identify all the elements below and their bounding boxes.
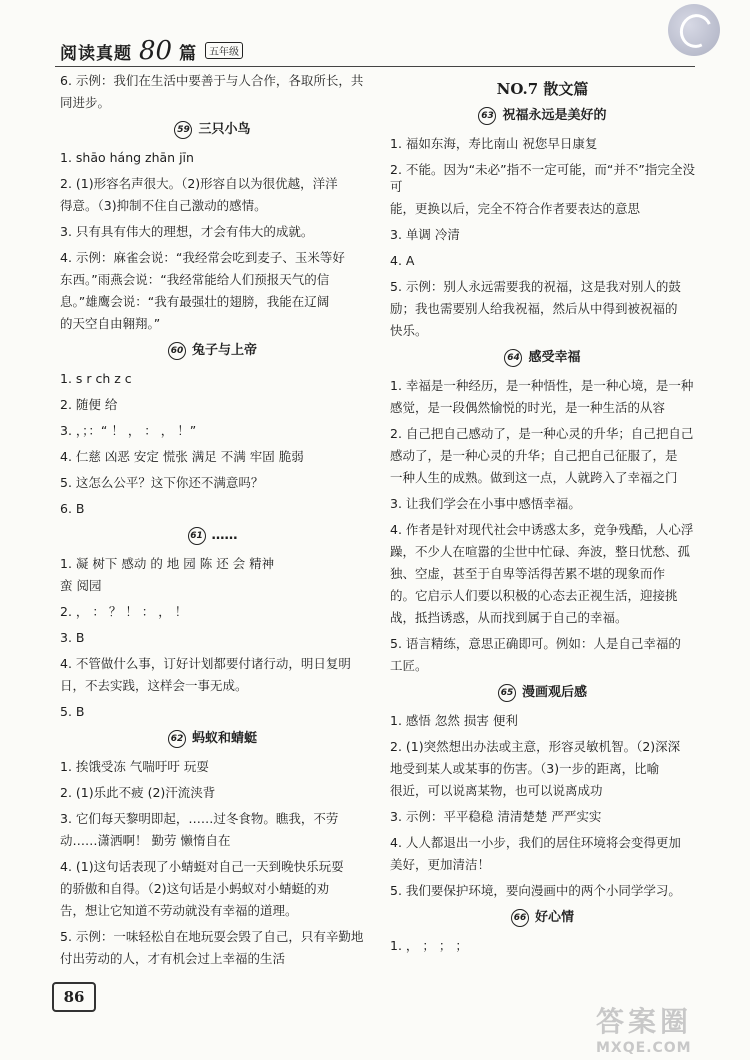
answer-line-continuation: 独、空虚，甚至于自卑等活得苦累不堪的现象而作 <box>390 566 666 581</box>
answer-line: 2. 随便 给 <box>60 397 118 412</box>
answer-line: 3. 只有具有伟大的理想，才会有伟大的成就。 <box>60 224 314 239</box>
answer-line: 4. 示例：麻雀会说：“我经常会吃到麦子、玉米等好 <box>60 250 345 265</box>
answer-line: 5. 我们要保护环境，要向漫画中的两个小同学学习。 <box>390 883 681 898</box>
page-header <box>60 36 243 64</box>
section-heading <box>60 120 365 140</box>
watermark-bottom: MXQE.COM <box>596 1040 692 1056</box>
answer-line: 3. ，；：“ ！ ， ： ， ！” <box>60 423 197 438</box>
section-title: 漫画观后感 <box>521 685 587 700</box>
section-heading <box>390 908 695 928</box>
answer-line-continuation: 感动了，是一种心灵的升华；自己把自己征服了，是 <box>390 448 678 463</box>
section-heading <box>390 106 695 126</box>
answer-line: 2. 自己把自己感动了，是一种心灵的升华；自己把自己 <box>390 426 694 441</box>
answer-line: 2. ， ： ？ ！ ： ， ！ <box>60 604 188 619</box>
answer-line-continuation: 一种人生的成熟。做到这一点，人就跨入了幸福之门 <box>390 470 678 485</box>
answer-line: 4. 作者是针对现代社会中诱惑太多，竞争残酷，人心浮 <box>390 522 694 537</box>
section-heading <box>390 348 695 368</box>
answer-line: 5. 这怎么公平？这下你还不满意吗？ <box>60 475 264 490</box>
answer-line: 4. 人人都退出一小步，我们的居住环境将会变得更加 <box>390 835 681 850</box>
answer-line-continuation: 日，不去实践，这样会一事无成。 <box>60 678 248 693</box>
answer-line: 2. (1)突然想出办法或主意，形容灵敏机智。（2)深深 <box>390 739 681 754</box>
answer-line-continuation: 励；我也需要别人给我祝福，然后从中得到被祝福的 <box>390 301 678 316</box>
answer-line: 6. 示例：我们在生活中要善于与人合作，各取所长，共 <box>60 73 364 88</box>
answer-line-continuation: 的骄傲和自得。（2)这句话是小蚂蚁对小蜻蜓的劝 <box>60 881 330 896</box>
right-column <box>390 72 695 963</box>
answer-line: 3. 让我们学会在小事中感悟幸福。 <box>390 496 581 511</box>
logo-moon-icon <box>675 10 717 53</box>
section-title: 祝福永远是美好的 <box>502 108 607 123</box>
answer-line: 1. s r ch z c <box>60 371 132 386</box>
answer-line: 1. 福如东海，寿比南山 祝您早日康复 <box>390 136 598 151</box>
answer-line-continuation: 的天空自由翱翔。” <box>60 316 161 331</box>
answer-line: 1. ， ； ； ； <box>390 938 468 953</box>
answer-line-continuation: 地受到某人或某事的伤害。（3)一步的距离，比喻 <box>390 761 660 776</box>
section-number-badge: 65 <box>498 684 516 702</box>
header-number: 80 <box>138 36 173 66</box>
answer-line-continuation: 得意。（3)抑制不住自己激动的感情。 <box>60 198 267 213</box>
answer-line: 5. B <box>60 704 85 719</box>
answer-line: 4. A <box>390 253 415 268</box>
answer-line: 4. 仁慈 凶恶 安定 慌张 满足 不满 牢固 脆弱 <box>60 449 304 464</box>
answer-line-continuation: 动……潇洒啊！ 勤劳 懒惰自在 <box>60 833 231 848</box>
section-number-badge: 64 <box>504 349 522 367</box>
answer-line-continuation: 付出劳动的人，才有机会过上幸福的生活 <box>60 951 286 966</box>
header-divider <box>55 66 695 67</box>
section-heading <box>60 526 365 546</box>
answer-line-continuation: 息。”雄鹰会说：“我有最强壮的翅膀，我能在辽阔 <box>60 294 330 309</box>
answer-line: 3. 它们每天黎明即起，……过冬食物。瞧我，不劳 <box>60 811 339 826</box>
answer-line-continuation: 美好，更加清洁！ <box>390 857 491 872</box>
publisher-logo <box>668 4 720 56</box>
answer-line: 6. B <box>60 501 85 516</box>
watermark <box>596 1000 716 1056</box>
answer-line-continuation: 快乐。 <box>390 323 428 338</box>
section-title: …… <box>211 528 238 543</box>
header-title-prefix: 阅读真题 <box>60 44 132 64</box>
section-heading <box>60 341 365 361</box>
answer-line: 2. (1)形容名声很大。（2)形容自以为很优越，洋洋 <box>60 176 338 191</box>
answer-line-continuation: 感觉，是一段偶然愉悦的时光，是一种生活的从容 <box>390 400 666 415</box>
section-heading <box>60 729 365 749</box>
answer-line: 5. 示例：别人永远需要我的祝福，这是我对别人的鼓 <box>390 279 681 294</box>
answer-line: 4. 不管做什么事，订好计划都要付诸行动，明日复明 <box>60 656 351 671</box>
left-column <box>60 72 365 976</box>
answer-line-continuation: 东西。”雨燕会说：“我经常能给人们预报天气的信 <box>60 272 330 287</box>
section-number-badge: 60 <box>168 342 186 360</box>
answer-line: 3. B <box>60 630 85 645</box>
section-number-badge: 61 <box>188 527 206 545</box>
answer-line: 5. 示例：一味轻松自在地玩耍会毁了自己，只有辛勤地 <box>60 929 364 944</box>
answer-line-continuation: 能，更换以后，完全不符合作者要表达的意思 <box>390 201 641 216</box>
answer-line: 3. 示例：平平稳稳 清清楚楚 严严实实 <box>390 809 602 824</box>
header-title-suffix: 篇 <box>179 44 198 64</box>
section-title: 兔子与上帝 <box>191 343 257 358</box>
header-grade-badge: 五年级 <box>205 42 243 59</box>
section-heading <box>390 683 695 703</box>
answer-line: 1. shāo háng zhān jīn <box>60 150 194 165</box>
section-number-badge: 63 <box>478 107 496 125</box>
section-title: 感受幸福 <box>528 350 581 365</box>
answer-line-continuation: 告，想让它知道不劳动就没有幸福的道理。 <box>60 903 298 918</box>
answer-line: 1. 挨饿受冻 气喘吁吁 玩耍 <box>60 759 209 774</box>
answer-line-continuation: 战，抵挡诱惑，从而找到属于自己的幸福。 <box>390 610 628 625</box>
answer-line: 1. 凝 树下 感动 的 地 园 陈 还 会 精神 <box>60 556 275 571</box>
answer-line-continuation: 很近，可以说离某物，也可以说离成功 <box>390 783 603 798</box>
section-number-badge: 59 <box>174 121 192 139</box>
answer-line: 3. 单调 冷清 <box>390 227 460 242</box>
answer-line-continuation: 的。它启示人们要以积极的心态去正视生活，迎接挑 <box>390 588 678 603</box>
answer-line: 4. (1)这句话表现了小蜻蜓对自己一天到晚快乐玩耍 <box>60 859 344 874</box>
answer-line: 2. (1)乐此不疲 (2)汗流浃背 <box>60 785 216 800</box>
section-number-badge: 62 <box>168 730 186 748</box>
answer-line-continuation: 蛮 阅园 <box>60 578 102 593</box>
answer-line-continuation: 工匠。 <box>390 658 428 673</box>
section-title: 好心情 <box>534 910 574 925</box>
answer-line: 1. 幸福是一种经历，是一种悟性，是一种心境，是一种 <box>390 378 694 393</box>
page-number: 86 <box>52 982 96 1012</box>
watermark-top: 答案圈 <box>596 1005 693 1038</box>
answer-line-continuation: 躁，不少人在喧嚣的尘世中忙碌、奔波，整日忧愁、孤 <box>390 544 691 559</box>
part-heading: NO.7 散文篇 <box>496 80 589 98</box>
answer-line: 2. 不能。因为“未必”指不一定可能，而“并不”指完全没可 <box>390 162 695 194</box>
answer-line: 5. 语言精练，意思正确即可。例如：人是自己幸福的 <box>390 636 681 651</box>
answer-line: 1. 感悟 忽然 损害 便利 <box>390 713 518 728</box>
answer-line-continuation: 同进步。 <box>60 95 111 110</box>
section-title: 三只小鸟 <box>198 122 251 137</box>
section-title: 蚂蚁和蜻蜓 <box>191 731 257 746</box>
section-number-badge: 66 <box>511 909 529 927</box>
